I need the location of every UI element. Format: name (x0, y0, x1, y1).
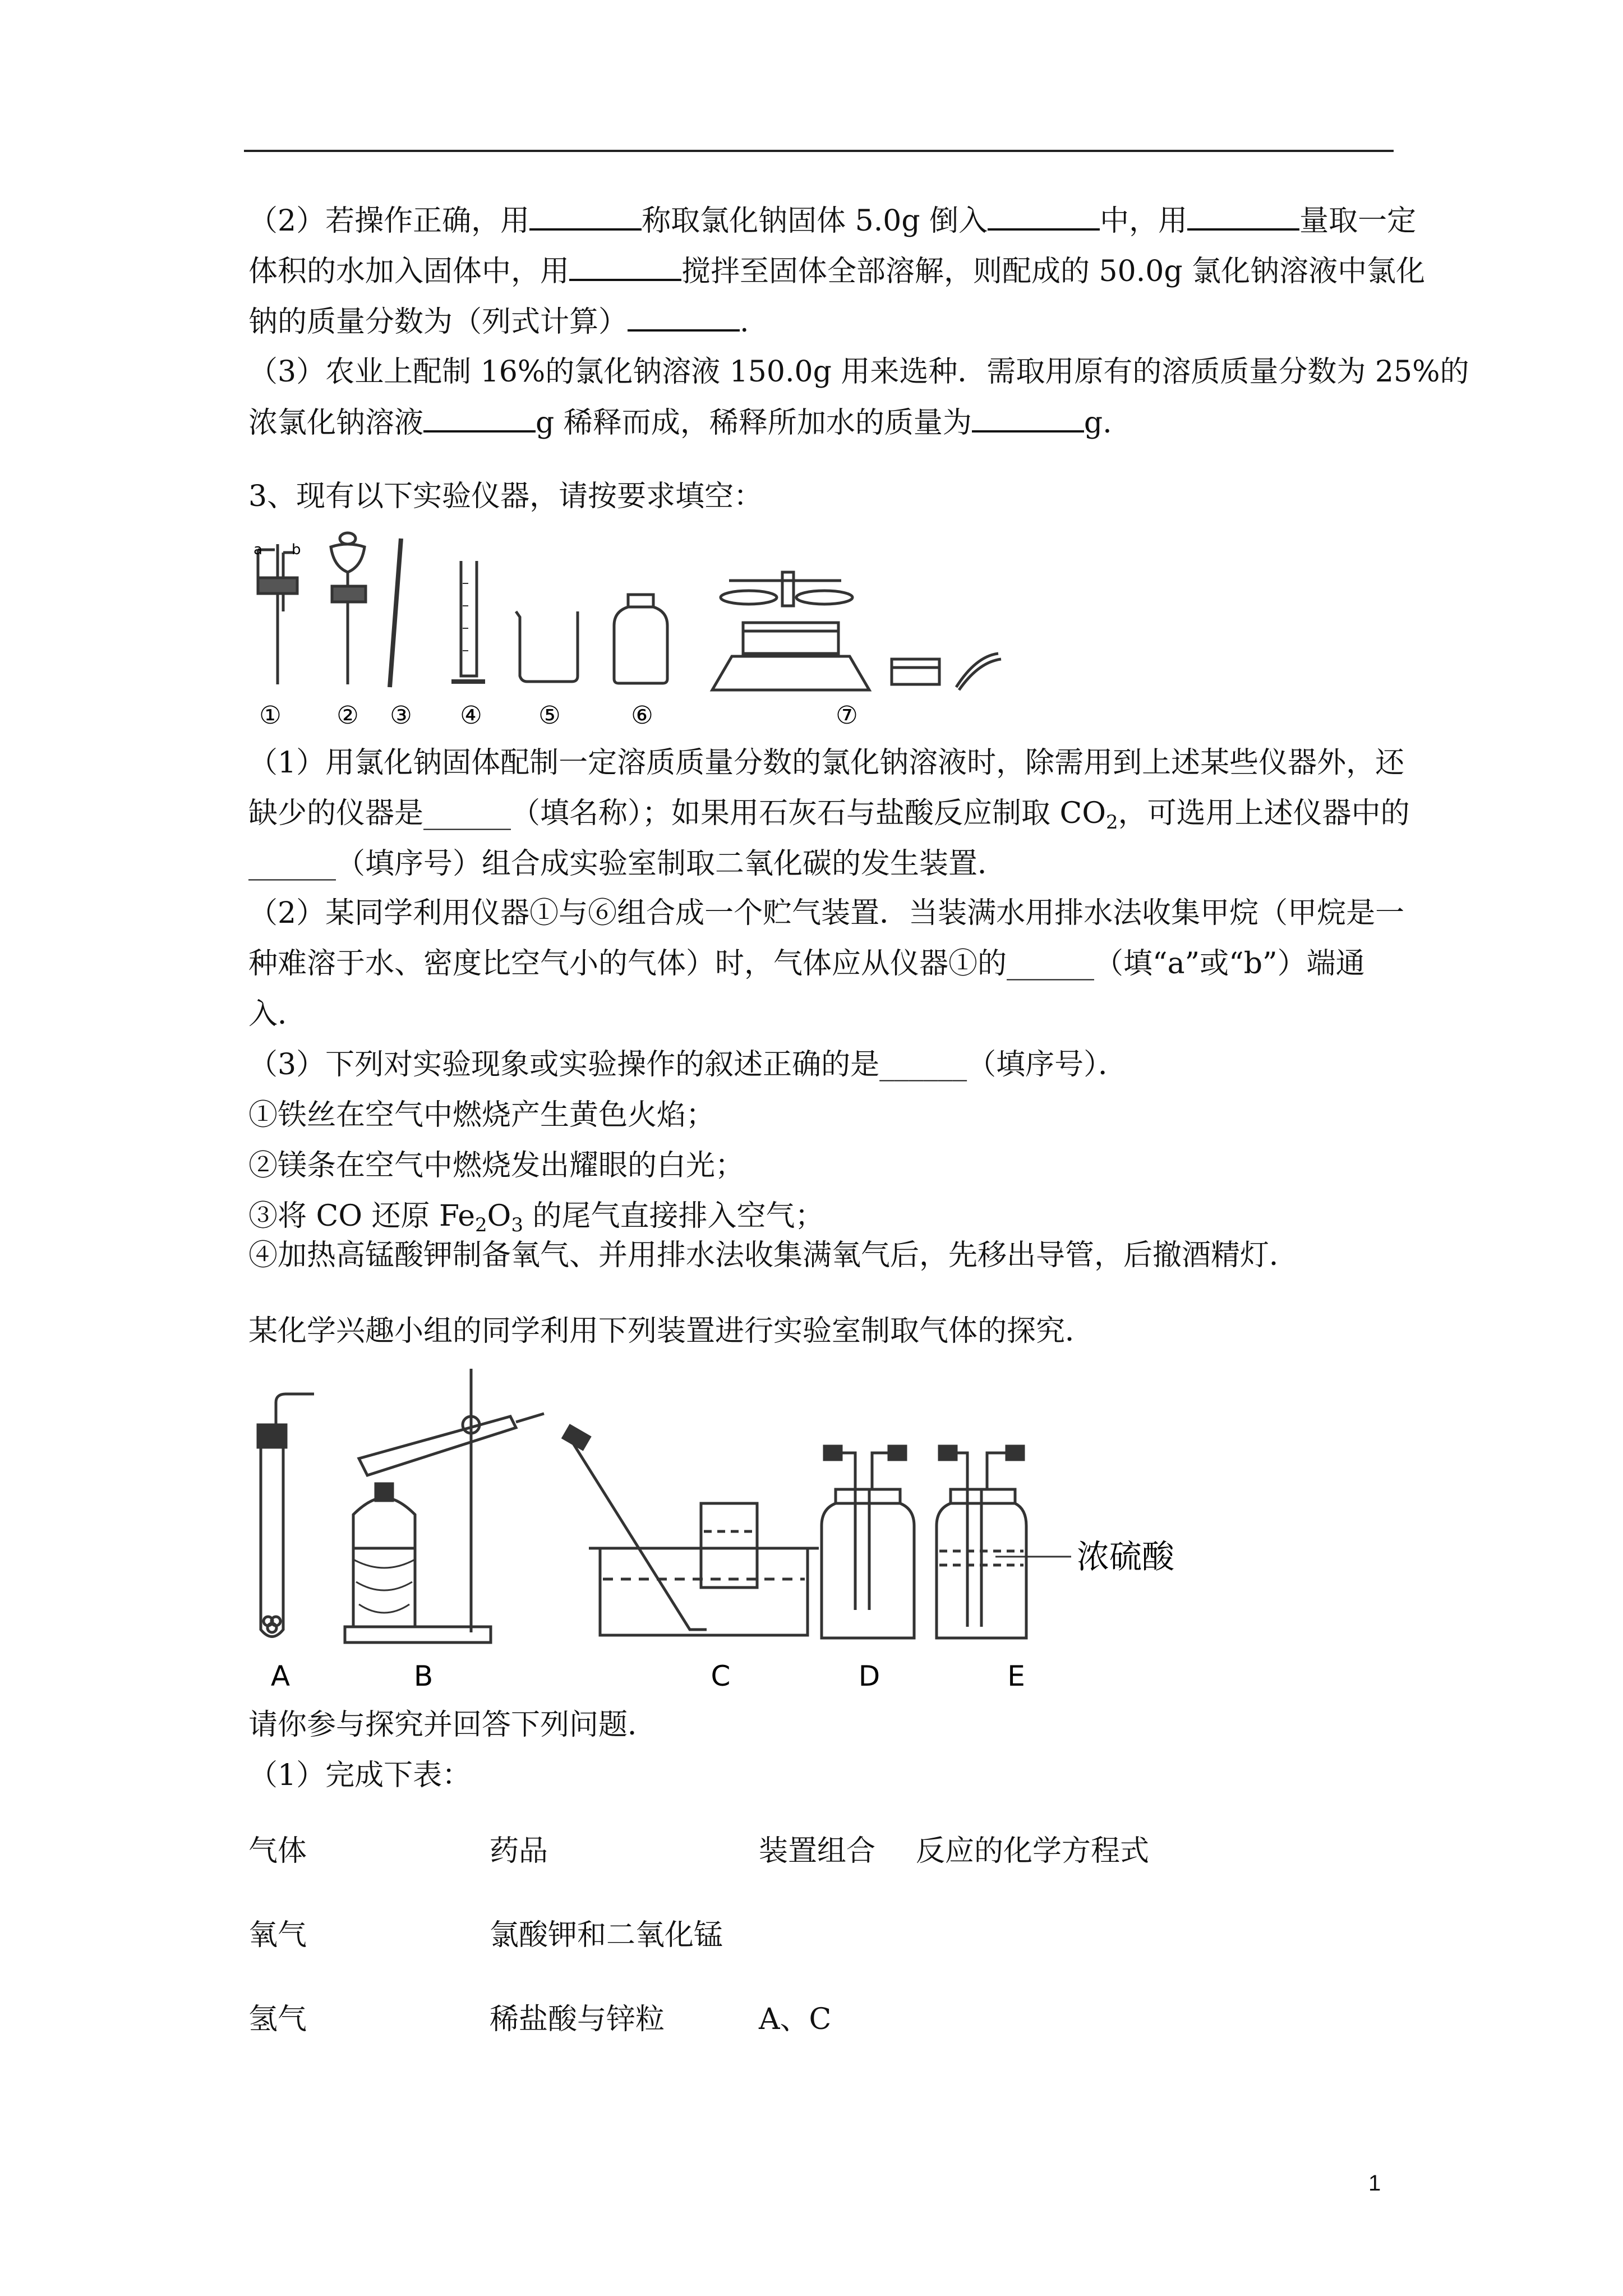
figure-label: ② (336, 701, 359, 730)
figure-label: ⑦ (836, 701, 858, 730)
instrument-2-separatory-funnel (331, 533, 366, 684)
option-3: ③将 CO 还原 $Fe_2O_3$ 的尾气直接排入空气； (248, 1199, 824, 1236)
table-header: 药品 (490, 1834, 548, 1868)
instrument-6-wide-mouth-bottle (614, 595, 667, 683)
table-cell: A、C (759, 2003, 832, 2036)
text-line: 种难溶于水、密度比空气小的气体）时，气体应从仪器①的______（填“a”或“b”）端通 (248, 947, 1365, 981)
apparatus-d-gas-bottle (822, 1446, 914, 1638)
apparatus-figure (241, 1363, 1195, 1700)
text-line: （2）若操作正确，用 称取氯化钠固体 5.0g 倒入 中，用 量取一定 (248, 204, 1417, 238)
figure-label: A (270, 1660, 291, 1692)
port-a-label: a (253, 541, 262, 558)
answer-blank (988, 204, 1100, 231)
instrument-3-glass-rod (390, 539, 401, 687)
figure-label: ① (259, 701, 282, 730)
table-cell: 氢气 (248, 2003, 307, 2036)
text-line: （1）完成下表： (248, 1759, 472, 1792)
question-title: 3、现有以下实验仪器，请按要求填空： (248, 480, 763, 513)
instrument-7-balance (712, 572, 1001, 690)
figure-label: C (711, 1660, 731, 1692)
text-line: （1）用氯化钠固体配制一定溶质质量分数的氯化钠溶液时，除需用到上述某些仪器外，还 (248, 746, 1405, 780)
answer-blank (972, 406, 1084, 432)
instrument-figure (247, 527, 1009, 735)
text-line: ______（填序号）组合成实验室制取二氧化碳的发生装置． (248, 847, 1007, 881)
figure-label: D (858, 1660, 880, 1692)
apparatus-b-heating-stand (345, 1369, 544, 1642)
figure-label: ④ (460, 701, 482, 730)
figure-label: ⑤ (538, 701, 561, 730)
text-line: 缺少的仪器是______（填名称）；如果用石灰石与盐酸反应制取 $CO_2$，可选用上述仪器中的 (248, 797, 1410, 834)
header-rule (244, 150, 1394, 152)
acid-label: 浓硫酸 (1077, 1538, 1175, 1576)
option-4: ④加热高锰酸钾制备氧气、并用排水法收集满氧气后，先移出导管，后撤酒精灯． (248, 1239, 1299, 1272)
text-line: 钠的质量分数为（列式计算） . (248, 305, 749, 339)
table-cell: 氯酸钾和二氧化锰 (490, 1918, 723, 1952)
figure-label: E (1007, 1660, 1025, 1692)
option-1: ①铁丝在空气中燃烧产生黄色火焰； (248, 1098, 716, 1132)
text-line: 请你参与探究并回答下列问题． (248, 1708, 657, 1742)
page-number: 1 (1368, 2171, 1381, 2196)
option-2: ②镁条在空气中燃烧发出耀眼的白光； (248, 1149, 745, 1182)
table-cell: 稀盐酸与锌粒 (490, 2003, 665, 2036)
table-header: 装置组合 (759, 1834, 876, 1868)
figure-label: B (413, 1660, 434, 1692)
answer-blank (423, 406, 536, 432)
question-intro: 某化学兴趣小组的同学利用下列装置进行实验室制取气体的探究． (248, 1314, 1095, 1348)
table-header: 气体 (248, 1834, 307, 1868)
text-line: （3）下列对实验现象或实验操作的叙述正确的是______（填序号）． (248, 1048, 1128, 1082)
apparatus-a-test-tube (258, 1394, 314, 1637)
instrument-1-long-neck-funnel-tubes (258, 544, 297, 684)
table-cell: 氧气 (248, 1918, 307, 1952)
apparatus-e-wash-bottle (937, 1446, 1071, 1638)
text-line: 入． (248, 997, 307, 1031)
figure-label: ③ (390, 701, 412, 730)
instrument-5-beaker (516, 611, 578, 682)
text-line: 浓氯化钠溶液 g 稀释而成，稀释所加水的质量为 g. (248, 406, 1112, 440)
answer-blank (628, 305, 740, 332)
apparatus-c-water-trough (563, 1426, 819, 1635)
text-line: （3）农业上配制 16%的氯化钠溶液 150.0g 用来选种．需取用原有的溶质质量分数为 25%的 (248, 355, 1469, 389)
port-b-label: b (292, 541, 301, 558)
instrument-4-graduated-cylinder (451, 561, 485, 682)
text-line: （2）某同学利用仪器①与⑥组合成一个贮气装置．当装满水用排水法收集甲烷（甲烷是一 (248, 896, 1405, 930)
answer-blank (529, 204, 642, 231)
answer-blank (569, 254, 681, 281)
text-line: 体积的水加入固体中，用 搅拌至固体全部溶解，则配成的 50.0g 氯化钠溶液中氯化 (248, 255, 1426, 288)
table-header: 反应的化学方程式 (916, 1834, 1150, 1868)
figure-label: ⑥ (631, 701, 653, 730)
answer-blank (1187, 204, 1299, 231)
